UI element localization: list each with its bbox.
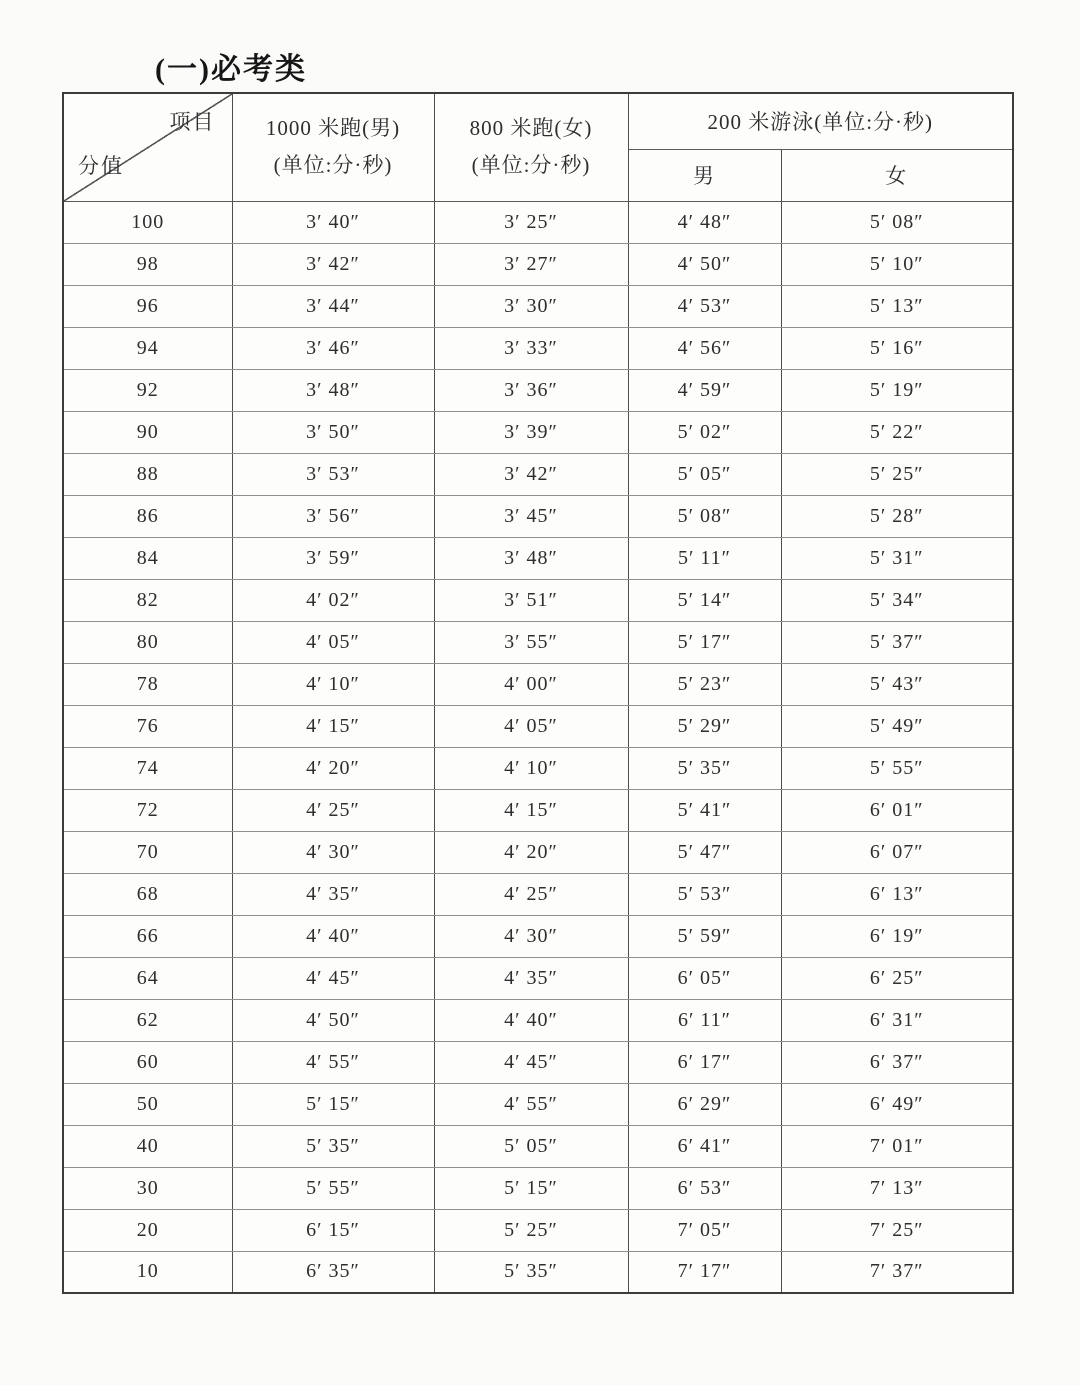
time-cell: 6′ 11″ xyxy=(628,999,781,1041)
score-cell: 20 xyxy=(63,1209,232,1251)
score-cell: 50 xyxy=(63,1083,232,1125)
time-cell: 5′ 41″ xyxy=(628,789,781,831)
time-cell: 5′ 02″ xyxy=(628,411,781,453)
time-cell: 7′ 05″ xyxy=(628,1209,781,1251)
column-header-run-male xyxy=(232,93,434,201)
run-male-unit: (单位:分·秒) xyxy=(273,153,393,178)
score-cell: 70 xyxy=(63,831,232,873)
time-cell: 5′ 05″ xyxy=(628,453,781,495)
time-cell: 5′ 22″ xyxy=(781,411,1013,453)
time-cell: 4′ 15″ xyxy=(232,705,434,747)
time-cell: 4′ 53″ xyxy=(628,285,781,327)
table-row xyxy=(63,579,1013,621)
score-cell: 62 xyxy=(63,999,232,1041)
time-cell: 4′ 35″ xyxy=(232,873,434,915)
score-cell: 94 xyxy=(63,327,232,369)
time-cell: 5′ 55″ xyxy=(781,747,1013,789)
score-cell: 74 xyxy=(63,747,232,789)
time-cell: 5′ 11″ xyxy=(628,537,781,579)
time-cell: 5′ 31″ xyxy=(781,537,1013,579)
time-cell: 6′ 31″ xyxy=(781,999,1013,1041)
time-cell: 4′ 40″ xyxy=(434,999,628,1041)
score-cell: 96 xyxy=(63,285,232,327)
time-cell: 4′ 45″ xyxy=(232,957,434,999)
table-row xyxy=(63,1167,1013,1209)
score-cell: 92 xyxy=(63,369,232,411)
time-cell: 6′ 17″ xyxy=(628,1041,781,1083)
time-cell: 3′ 42″ xyxy=(232,243,434,285)
time-cell: 5′ 53″ xyxy=(628,873,781,915)
score-cell: 88 xyxy=(63,453,232,495)
time-cell: 4′ 55″ xyxy=(232,1041,434,1083)
score-cell: 100 xyxy=(63,201,232,243)
table-header xyxy=(63,93,1013,201)
column-header-swim-male: 男 xyxy=(628,149,781,201)
time-cell: 5′ 15″ xyxy=(434,1167,628,1209)
table-row xyxy=(63,663,1013,705)
time-cell: 5′ 28″ xyxy=(781,495,1013,537)
time-cell: 4′ 40″ xyxy=(232,915,434,957)
time-cell: 6′ 19″ xyxy=(781,915,1013,957)
time-cell: 6′ 29″ xyxy=(628,1083,781,1125)
score-cell: 98 xyxy=(63,243,232,285)
table-row xyxy=(63,1209,1013,1251)
time-cell: 4′ 50″ xyxy=(628,243,781,285)
score-cell: 72 xyxy=(63,789,232,831)
score-cell: 84 xyxy=(63,537,232,579)
table-row xyxy=(63,537,1013,579)
table-row xyxy=(63,495,1013,537)
time-cell: 5′ 37″ xyxy=(781,621,1013,663)
time-cell: 5′ 05″ xyxy=(434,1125,628,1167)
score-cell: 78 xyxy=(63,663,232,705)
table-row xyxy=(63,1083,1013,1125)
time-cell: 5′ 35″ xyxy=(628,747,781,789)
time-cell: 5′ 35″ xyxy=(232,1125,434,1167)
column-header-run-female xyxy=(434,93,628,201)
time-cell: 5′ 23″ xyxy=(628,663,781,705)
score-cell: 90 xyxy=(63,411,232,453)
time-cell: 4′ 59″ xyxy=(628,369,781,411)
table-row xyxy=(63,999,1013,1041)
score-cell: 64 xyxy=(63,957,232,999)
time-cell: 3′ 48″ xyxy=(232,369,434,411)
time-cell: 5′ 19″ xyxy=(781,369,1013,411)
time-cell: 3′ 56″ xyxy=(232,495,434,537)
run-male-title: 1000 米跑(男) xyxy=(265,116,401,141)
time-cell: 5′ 29″ xyxy=(628,705,781,747)
corner-diagonal-cell xyxy=(63,93,232,201)
time-cell: 4′ 05″ xyxy=(434,705,628,747)
table-row xyxy=(63,243,1013,285)
score-cell: 66 xyxy=(63,915,232,957)
table-row xyxy=(63,873,1013,915)
time-cell: 5′ 43″ xyxy=(781,663,1013,705)
time-cell: 6′ 07″ xyxy=(781,831,1013,873)
time-cell: 3′ 36″ xyxy=(434,369,628,411)
table-row xyxy=(63,1041,1013,1083)
time-cell: 5′ 17″ xyxy=(628,621,781,663)
table-row xyxy=(63,285,1013,327)
time-cell: 3′ 30″ xyxy=(434,285,628,327)
time-cell: 5′ 35″ xyxy=(434,1251,628,1293)
score-cell: 76 xyxy=(63,705,232,747)
time-cell: 5′ 15″ xyxy=(232,1083,434,1125)
time-cell: 3′ 33″ xyxy=(434,327,628,369)
time-cell: 4′ 25″ xyxy=(232,789,434,831)
time-cell: 4′ 20″ xyxy=(434,831,628,873)
table-row xyxy=(63,1251,1013,1293)
score-cell: 40 xyxy=(63,1125,232,1167)
time-cell: 4′ 15″ xyxy=(434,789,628,831)
time-cell: 6′ 15″ xyxy=(232,1209,434,1251)
time-cell: 6′ 41″ xyxy=(628,1125,781,1167)
time-cell: 4′ 10″ xyxy=(232,663,434,705)
time-cell: 5′ 49″ xyxy=(781,705,1013,747)
run-female-title: 800 米跑(女) xyxy=(469,116,593,141)
score-table xyxy=(62,92,1014,1294)
time-cell: 5′ 14″ xyxy=(628,579,781,621)
time-cell: 7′ 13″ xyxy=(781,1167,1013,1209)
time-cell: 3′ 59″ xyxy=(232,537,434,579)
header-row-1 xyxy=(63,93,1013,149)
table-row xyxy=(63,369,1013,411)
time-cell: 3′ 42″ xyxy=(434,453,628,495)
table-row xyxy=(63,789,1013,831)
time-cell: 3′ 46″ xyxy=(232,327,434,369)
time-cell: 6′ 05″ xyxy=(628,957,781,999)
time-cell: 4′ 05″ xyxy=(232,621,434,663)
time-cell: 3′ 39″ xyxy=(434,411,628,453)
table-row xyxy=(63,621,1013,663)
time-cell: 6′ 01″ xyxy=(781,789,1013,831)
time-cell: 5′ 13″ xyxy=(781,285,1013,327)
time-cell: 6′ 49″ xyxy=(781,1083,1013,1125)
time-cell: 3′ 53″ xyxy=(232,453,434,495)
time-cell: 4′ 50″ xyxy=(232,999,434,1041)
time-cell: 4′ 25″ xyxy=(434,873,628,915)
corner-label-project: 项目 xyxy=(169,110,216,134)
time-cell: 5′ 25″ xyxy=(781,453,1013,495)
time-cell: 4′ 48″ xyxy=(628,201,781,243)
run-female-unit: (单位:分·秒) xyxy=(471,153,591,178)
time-cell: 5′ 55″ xyxy=(232,1167,434,1209)
table-row xyxy=(63,453,1013,495)
time-cell: 5′ 59″ xyxy=(628,915,781,957)
score-table-container xyxy=(62,92,1012,1294)
time-cell: 6′ 37″ xyxy=(781,1041,1013,1083)
table-row xyxy=(63,747,1013,789)
corner-label-score: 分值 xyxy=(78,154,124,178)
table-row xyxy=(63,915,1013,957)
time-cell: 3′ 50″ xyxy=(232,411,434,453)
time-cell: 5′ 16″ xyxy=(781,327,1013,369)
time-cell: 3′ 51″ xyxy=(434,579,628,621)
table-body xyxy=(63,201,1013,1293)
score-cell: 86 xyxy=(63,495,232,537)
time-cell: 3′ 45″ xyxy=(434,495,628,537)
table-row xyxy=(63,1125,1013,1167)
time-cell: 4′ 55″ xyxy=(434,1083,628,1125)
table-row xyxy=(63,957,1013,999)
time-cell: 6′ 53″ xyxy=(628,1167,781,1209)
score-cell: 82 xyxy=(63,579,232,621)
time-cell: 3′ 44″ xyxy=(232,285,434,327)
time-cell: 7′ 37″ xyxy=(781,1251,1013,1293)
table-row xyxy=(63,831,1013,873)
time-cell: 7′ 17″ xyxy=(628,1251,781,1293)
time-cell: 4′ 10″ xyxy=(434,747,628,789)
time-cell: 5′ 47″ xyxy=(628,831,781,873)
score-cell: 30 xyxy=(63,1167,232,1209)
time-cell: 3′ 55″ xyxy=(434,621,628,663)
time-cell: 4′ 35″ xyxy=(434,957,628,999)
score-cell: 60 xyxy=(63,1041,232,1083)
time-cell: 4′ 45″ xyxy=(434,1041,628,1083)
time-cell: 4′ 02″ xyxy=(232,579,434,621)
time-cell: 3′ 40″ xyxy=(232,201,434,243)
time-cell: 6′ 25″ xyxy=(781,957,1013,999)
time-cell: 4′ 56″ xyxy=(628,327,781,369)
time-cell: 5′ 25″ xyxy=(434,1209,628,1251)
time-cell: 3′ 48″ xyxy=(434,537,628,579)
time-cell: 4′ 20″ xyxy=(232,747,434,789)
table-row xyxy=(63,411,1013,453)
time-cell: 4′ 30″ xyxy=(434,915,628,957)
table-row xyxy=(63,327,1013,369)
time-cell: 6′ 35″ xyxy=(232,1251,434,1293)
score-cell: 68 xyxy=(63,873,232,915)
time-cell: 5′ 10″ xyxy=(781,243,1013,285)
time-cell: 4′ 00″ xyxy=(434,663,628,705)
time-cell: 5′ 34″ xyxy=(781,579,1013,621)
section-title: (一)必考类 xyxy=(155,53,307,86)
time-cell: 6′ 13″ xyxy=(781,873,1013,915)
time-cell: 7′ 01″ xyxy=(781,1125,1013,1167)
time-cell: 3′ 25″ xyxy=(434,201,628,243)
time-cell: 7′ 25″ xyxy=(781,1209,1013,1251)
table-row xyxy=(63,705,1013,747)
column-header-swim-group: 200 米游泳(单位:分·秒) xyxy=(628,93,1013,149)
table-row xyxy=(63,201,1013,243)
score-cell: 80 xyxy=(63,621,232,663)
time-cell: 4′ 30″ xyxy=(232,831,434,873)
time-cell: 5′ 08″ xyxy=(628,495,781,537)
time-cell: 3′ 27″ xyxy=(434,243,628,285)
time-cell: 5′ 08″ xyxy=(781,201,1013,243)
column-header-swim-female: 女 xyxy=(781,149,1013,201)
score-cell: 10 xyxy=(63,1251,232,1293)
